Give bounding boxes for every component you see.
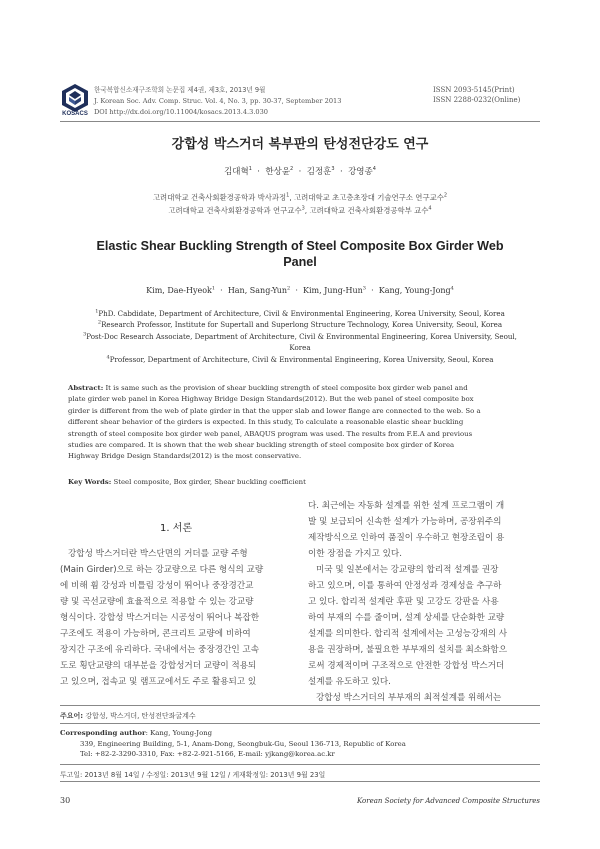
footnote-keywords-label: 주요어:	[60, 712, 84, 720]
body-line: 제작방식으로 인하여 품질이 우수하고 현장조립이 용	[308, 533, 505, 543]
footer-society: Korean Society for Advanced Composite Structures	[357, 797, 540, 805]
header-rule	[60, 121, 540, 122]
body-line: 발 및 보급되어 신속한 설계가 가능하며, 공장위주의	[308, 517, 502, 527]
body-line: 형식이다. 강합성 박스거더는 시공성이 뛰어나 복잡한	[60, 613, 260, 623]
abstract	[68, 383, 532, 463]
submission-dates: 투고일: 2013년 8월 14일 / 수정일: 2013년 9월 12일 / 게재확정일: 2013년 9월 23일	[60, 771, 326, 779]
footnote-rule	[60, 705, 540, 706]
body-line: 강합성 박스거더의 부부재의 최적설계를 위해서는	[316, 693, 502, 703]
body-line: 강합성 박스거더란 박스단면의 거더를 교량 주형	[68, 549, 248, 559]
issn-print: ISSN 2093-5145(Print)	[433, 86, 515, 94]
footnote-rule-2	[60, 723, 540, 724]
affil-en-line: $^2$Research Professor, Institute for Supertall and Superlong Structure Technology, Korea University, Seoul, Korea	[97, 320, 503, 330]
corr-contact: Tel: +82-2-3290-3310, Fax: +82-2-921-5166, E-mail: yjkang@korea.ac.kr	[80, 750, 335, 758]
abstract-label: Abstract:	[68, 384, 104, 392]
logo-text: KOSACS	[62, 111, 88, 117]
body-line: 설계를 의미한다. 합리적 설계에서는 고성능강재의 사	[308, 629, 508, 639]
body-line: 고 있으며, 접속교 및 램프교에서도 주로 활용되고 있	[60, 677, 257, 687]
body-line: 하여 부재의 수를 줄이며, 설계 상세를 단순화한 교량	[308, 613, 505, 623]
author-kr: 한상윤$^2$	[265, 166, 294, 177]
doi: DOI http://dx.doi.org/10.11004/kosacs.2013.4.3.030	[94, 108, 269, 116]
corr-label: Corresponding author	[60, 729, 146, 737]
journal-title-en: J. Korean Soc. Adv. Comp. Struc. Vol. 4, No. 3, pp. 30-37, September 2013	[94, 97, 342, 105]
author-en: Kim, Jung-Hun$^3$	[302, 285, 366, 295]
footnote-rule-4	[60, 781, 540, 782]
body-line: 량 및 곡선교량에 효율적으로 적용할 수 있는 강교량	[60, 597, 254, 607]
journal-title-kr: 한국복합신소재구조학회 논문집 제4권, 제3호, 2013년 9월	[94, 86, 266, 94]
body-line: 다. 최근에는 자동화 설계를 위한 설계 프로그램이 개	[308, 501, 505, 511]
affil-en-line: $^4$Professor, Department of Architecture, Civil & Environmental Engineering, Korea University, Seoul, Korea	[106, 354, 494, 364]
footnote-keywords: 주요어: 강합성, 박스거더, 탄성전단좌굴계수	[60, 712, 196, 720]
abstract-line: girder is different from the web of plate girder in that the upper slab and lower flange are connected to the web. So a	[68, 406, 481, 415]
body-line: 미국 및 일본에서는 강교량의 합리적 설계를 권장	[316, 565, 499, 575]
body-line: 고 있다. 합리적 설계란 후판 및 고강도 강판을 사용	[308, 597, 499, 607]
abstract-line: Highway Bridge Design Standards(2012) is the most conservative.	[68, 452, 302, 461]
abstract-line: strength of steel composite box girder web panel, ABAQUS program was used. The results from F.E.A and previous	[68, 429, 473, 438]
left-column	[60, 546, 292, 690]
title-en	[60, 238, 540, 270]
title-en-line: Elastic Shear Buckling Strength of Steel Composite Box Girder Web	[96, 239, 504, 253]
body-line: 용을 권장하며, 불필요한 부부재의 설치를 최소화함으	[308, 645, 508, 655]
issn-online: ISSN 2288-0232(Online)	[433, 96, 521, 104]
kosacs-logo	[60, 83, 90, 117]
body-line: 로써 경제적이며 구조적으로 안전한 강합성 박스거더	[308, 661, 505, 671]
corresponding-author: Corresponding author: Kang, Young-Jong 339, Engineering Building, 5-1, Anam-Dong, Seongbuk-Gu, Seoul 136-713, Republic of Korea Tel: +82-2-3290-3310, Fax: +82-2-921-5166, E-mail: yjkang@korea.ac.kr	[60, 729, 406, 758]
affil-kr-1: 고려대학교 건축사회환경공학과 박사과정$^1$, 고려대학교 초고층초장대 기술연구소 연구교수$^2$	[152, 192, 448, 202]
author-kr: 강영종$^4$	[348, 166, 376, 177]
section-title: 1. 서론	[159, 523, 193, 534]
keywords	[68, 478, 532, 486]
body-line: 하고 있으며, 이를 통하여 안정성과 경제성을 추구하	[308, 581, 502, 591]
affil-en-line: $^1$PhD. Cabdidate, Department of Architecture, Civil & Environmental Engineering, Korea University, Seoul, Korea	[95, 308, 505, 318]
body-line: 도로 횡단교량의 대부분을 강합성거더 교량이 적용되	[60, 661, 257, 671]
author-en: Kim, Dae-Hyeok$^1$	[146, 285, 216, 295]
affil-en-line: $^3$Post-Doc Research Associate, Department of Architecture, Civil & Environmental Engineering, Korea University, Seoul,	[83, 331, 517, 341]
affil-kr-2: 고려대학교 건축사회환경공학과 연구교수$^3$, 고려대학교 건축사회환경공학부 교수$^4$	[168, 205, 432, 215]
keywords-text: Steel composite, Box girder, Shear buckling coefficient	[113, 478, 306, 486]
author-en: Kang, Young-Jong$^4$	[378, 285, 454, 295]
affil-en-line: Korea	[289, 343, 311, 353]
right-column	[308, 498, 540, 706]
abstract-line: different shear behavior of the girders is expected. In this study, To calculate a reasonable elastic shear buckling	[68, 418, 464, 427]
body-line: 에 비해 휨 강성과 비틀림 강성이 뛰어나 중장경간교	[60, 581, 254, 591]
body-line: (Main Girder)으로 하는 강교량으로 다른 형식의 교량	[60, 565, 264, 575]
body-line: 구조에도 적용이 가능하며, 콘크리트 교량에 비하여	[60, 629, 251, 639]
affil-en	[60, 308, 540, 365]
keywords-label: Key Words:	[68, 478, 112, 486]
body-line: 설계를 유도하고 있다.	[308, 677, 391, 687]
title-en-line: Panel	[283, 255, 317, 269]
title-kr: 강합성 박스거더 복부판의 탄성전단강도 연구	[171, 137, 429, 152]
author-kr: 김대혁$^1$	[224, 166, 252, 177]
footnote-rule-3	[60, 764, 540, 765]
abstract-line: Abstract: It is same such as the provision of shear buckling strength of steel composite box girder web panel and	[68, 384, 468, 392]
page-number: 30	[60, 796, 71, 805]
authors-kr: 김대혁$^1$ · 한상윤$^2$ · 김정훈$^3$ · 강영종$^4$	[224, 166, 376, 177]
author-kr: 김정훈$^3$	[306, 166, 335, 177]
corr-address: 339, Engineering Building, 5-1, Anam-Dong, Seongbuk-Gu, Seoul 136-713, Republic of Korea	[80, 739, 406, 748]
abstract-line: studies are compared. It is shown that the web shear buckling strength of steel composite box girder of Korea	[68, 441, 455, 450]
authors-en: Kim, Dae-Hyeok$^1$ · Han, Sang-Yun$^2$ · Kim, Jung-Hun$^3$ · Kang, Young-Jong$^4$	[146, 285, 454, 295]
body-line: 이한 장점을 가지고 있다.	[308, 549, 402, 559]
body-line: 장지간 구조에 유리하다. 국내에서는 중장경간인 고속	[60, 645, 260, 655]
author-en: Han, Sang-Yun$^2$	[227, 285, 291, 295]
abstract-line: plate girder web panel in Korea Highway Bridge Design Standards(2012). But the web panel of steel composite box	[68, 395, 474, 404]
